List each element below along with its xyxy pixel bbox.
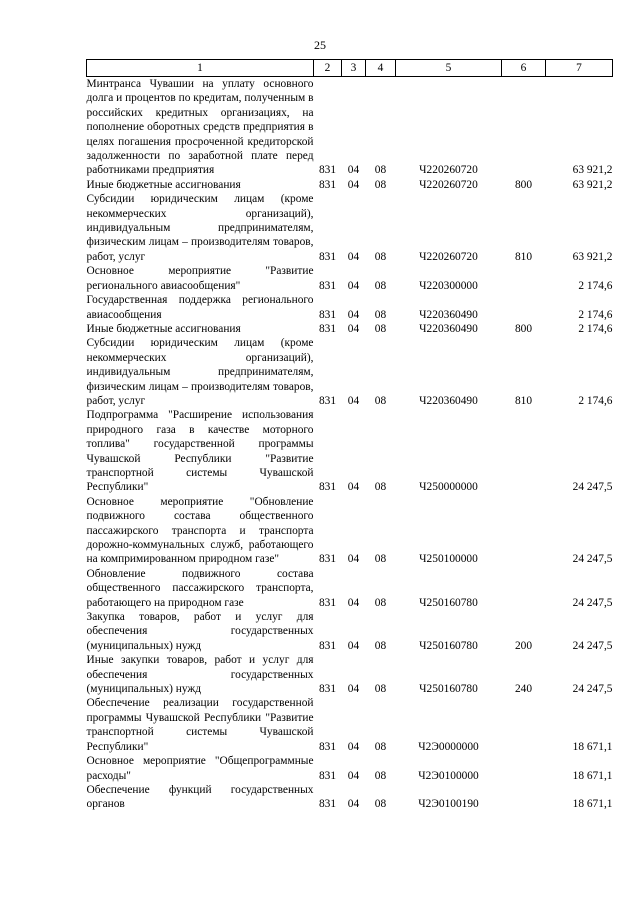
amount-cell: 18 671,1	[572, 740, 613, 753]
code-cell: 831	[318, 250, 337, 263]
amount-cell: 63 921,2	[572, 250, 613, 263]
amount-cell: 2 174,6	[578, 394, 613, 407]
subsection-cell: 08	[374, 740, 387, 753]
row-name-cell: Иные бюджетные ассигнования	[86, 178, 241, 191]
section-cell: 04	[347, 322, 360, 335]
table-row	[87, 408, 613, 494]
target-article-cell: Ч220360490	[419, 322, 478, 335]
subsection-cell: 08	[374, 596, 387, 609]
amount-cell: 2 174,6	[578, 308, 613, 321]
table-row	[87, 495, 613, 567]
subsection-cell: 08	[374, 683, 387, 696]
amount-cell: 24 247,5	[572, 639, 613, 652]
target-article-cell: Ч220360490	[419, 308, 478, 321]
page-number: 25	[314, 38, 326, 52]
row-name-cell: Иные закупки товаров, работ и услуг для обеспечения государственных (муниципальных) нужд	[86, 654, 314, 696]
table-row	[87, 567, 613, 610]
table-row	[87, 610, 613, 653]
row-name-cell: Субсидии юридическим лицам (кроме некоммерческих организаций), индивидуальным предпринимателям, физическим лицам – производителям товаров, работ, услуг	[86, 337, 314, 407]
subsection-cell: 08	[374, 250, 387, 263]
amount-cell: 2 174,6	[578, 279, 613, 292]
row-name-cell: Основное мероприятие "Развитие регионального авиасообщения"	[86, 265, 314, 292]
subsection-cell: 08	[374, 164, 387, 177]
row-name-cell: Минтранса Чувашии на уплату основного долга и процентов по кредитам, полученным в российских кредитных организациях, на пополнение оборотных средств предприятия в целях погашения просроченной кредиторской задолженности по заработной плате перед работниками предприятия	[86, 78, 314, 177]
code-cell: 831	[318, 639, 337, 652]
expense-type-cell	[502, 77, 546, 178]
column-header: 1	[87, 60, 314, 77]
row-name-cell: Иные бюджетные ассигнования	[86, 322, 241, 335]
subsection-cell: 08	[374, 639, 387, 652]
row-name-cell: Основное мероприятие "Общепрограммные расходы"	[86, 755, 314, 782]
amount-cell: 18 671,1	[572, 769, 613, 782]
amount-cell: 63 921,2	[572, 164, 613, 177]
table-row	[87, 653, 613, 696]
expense-type-cell: 810	[514, 250, 533, 263]
section-cell: 04	[347, 394, 360, 407]
section-cell: 04	[347, 639, 360, 652]
section-cell: 04	[347, 769, 360, 782]
column-header: 7	[546, 60, 613, 77]
code-cell: 831	[318, 596, 337, 609]
column-header: 5	[396, 60, 502, 77]
target-article-cell: Ч2Э0000000	[418, 740, 479, 753]
target-article-cell: Ч220260720	[419, 178, 478, 191]
code-cell: 831	[318, 394, 337, 407]
table-row	[87, 696, 613, 754]
code-cell: 831	[318, 164, 337, 177]
section-cell: 04	[347, 250, 360, 263]
code-cell: 831	[318, 178, 337, 191]
code-cell: 831	[318, 279, 337, 292]
code-cell: 831	[318, 308, 337, 321]
target-article-cell: Ч220260720	[419, 250, 478, 263]
expense-type-cell	[502, 783, 546, 812]
expense-type-cell	[502, 293, 546, 322]
table-header-row	[87, 60, 613, 77]
table-row	[87, 178, 613, 192]
table-row	[87, 336, 613, 408]
expense-type-cell	[502, 495, 546, 567]
subsection-cell: 08	[374, 178, 387, 191]
target-article-cell: Ч220300000	[419, 279, 478, 292]
target-article-cell: Ч2Э0100190	[418, 798, 479, 811]
row-name-cell: Обеспечение функций государственных органов	[86, 783, 314, 811]
target-article-cell: Ч250160780	[419, 596, 478, 609]
amount-cell: 24 247,5	[572, 553, 613, 566]
code-cell: 831	[318, 740, 337, 753]
code-cell: 831	[318, 798, 337, 811]
target-article-cell: Ч250160780	[419, 683, 478, 696]
code-cell: 831	[318, 322, 337, 335]
code-cell: 831	[318, 553, 337, 566]
target-article-cell: Ч2Э0100000	[418, 769, 479, 782]
target-article-cell: Ч250160780	[419, 639, 478, 652]
budget-table	[86, 59, 613, 812]
target-article-cell: Ч220260720	[419, 164, 478, 177]
column-header: 4	[366, 60, 396, 77]
expense-type-cell	[502, 567, 546, 610]
expense-type-cell: 810	[514, 394, 533, 407]
amount-cell: 2 174,6	[578, 322, 613, 335]
section-cell: 04	[347, 481, 360, 494]
section-cell: 04	[347, 683, 360, 696]
expense-type-cell: 800	[514, 322, 533, 335]
subsection-cell: 08	[374, 481, 387, 494]
code-cell: 831	[318, 683, 337, 696]
table-row	[87, 783, 613, 812]
amount-cell: 63 921,2	[572, 178, 613, 191]
section-cell: 04	[347, 279, 360, 292]
subsection-cell: 08	[374, 798, 387, 811]
row-name-cell: Обеспечение реализации государственной программы Чувашской Республики "Развитие транспортной системы Чувашской Республики"	[86, 697, 314, 753]
table-row	[87, 192, 613, 264]
section-cell: 04	[347, 798, 360, 811]
target-article-cell: Ч250100000	[419, 553, 478, 566]
row-name-cell: Обновление подвижного состава общественного пассажирского транспорта, работающего на природном газе	[86, 567, 314, 609]
amount-cell: 24 247,5	[572, 481, 613, 494]
section-cell: 04	[347, 553, 360, 566]
table-row	[87, 264, 613, 293]
expense-type-cell: 800	[514, 178, 533, 191]
row-name-cell: Государственная поддержка регионального авиасообщения	[86, 294, 314, 321]
amount-cell: 18 671,1	[572, 798, 613, 811]
table-row	[87, 754, 613, 783]
table-row	[87, 322, 613, 336]
code-cell: 831	[318, 769, 337, 782]
expense-type-cell: 200	[514, 639, 533, 652]
expense-type-cell: 240	[514, 683, 533, 696]
subsection-cell: 08	[374, 553, 387, 566]
section-cell: 04	[347, 164, 360, 177]
expense-type-cell	[502, 264, 546, 293]
subsection-cell: 08	[374, 394, 387, 407]
target-article-cell: Ч250000000	[419, 481, 478, 494]
expense-type-cell	[502, 408, 546, 494]
table-row	[87, 77, 613, 178]
subsection-cell: 08	[374, 279, 387, 292]
row-name-cell: Субсидии юридическим лицам (кроме некоммерческих организаций), индивидуальным предпринимателям, физическим лицам – производителям товаров, работ, услуг	[86, 193, 314, 263]
subsection-cell: 08	[374, 322, 387, 335]
table-row	[87, 293, 613, 322]
amount-cell: 24 247,5	[572, 596, 613, 609]
row-name-cell: Основное мероприятие "Обновление подвижного состава общественного пассажирского транспорта и транспорта дорожно-коммунальных служб, работающего на компримированном природном газе"	[86, 495, 314, 566]
code-cell: 831	[318, 481, 337, 494]
expense-type-cell	[502, 696, 546, 754]
target-article-cell: Ч220360490	[419, 394, 478, 407]
subsection-cell: 08	[374, 308, 387, 321]
expense-type-cell	[502, 754, 546, 783]
section-cell: 04	[347, 596, 360, 609]
column-header: 3	[342, 60, 366, 77]
column-header: 2	[314, 60, 342, 77]
subsection-cell: 08	[374, 769, 387, 782]
section-cell: 04	[347, 740, 360, 753]
amount-cell: 24 247,5	[572, 683, 613, 696]
column-header: 6	[502, 60, 546, 77]
row-name-cell: Закупка товаров, работ и услуг для обеспечения государственных (муниципальных) нужд	[86, 611, 314, 652]
row-name-cell: Подпрограмма "Расширение использования природного газа в качестве моторного топлива" государственной программы Чувашской Республики "Развитие транспортной системы Чувашской Республики"	[86, 409, 314, 494]
section-cell: 04	[347, 178, 360, 191]
section-cell: 04	[347, 308, 360, 321]
